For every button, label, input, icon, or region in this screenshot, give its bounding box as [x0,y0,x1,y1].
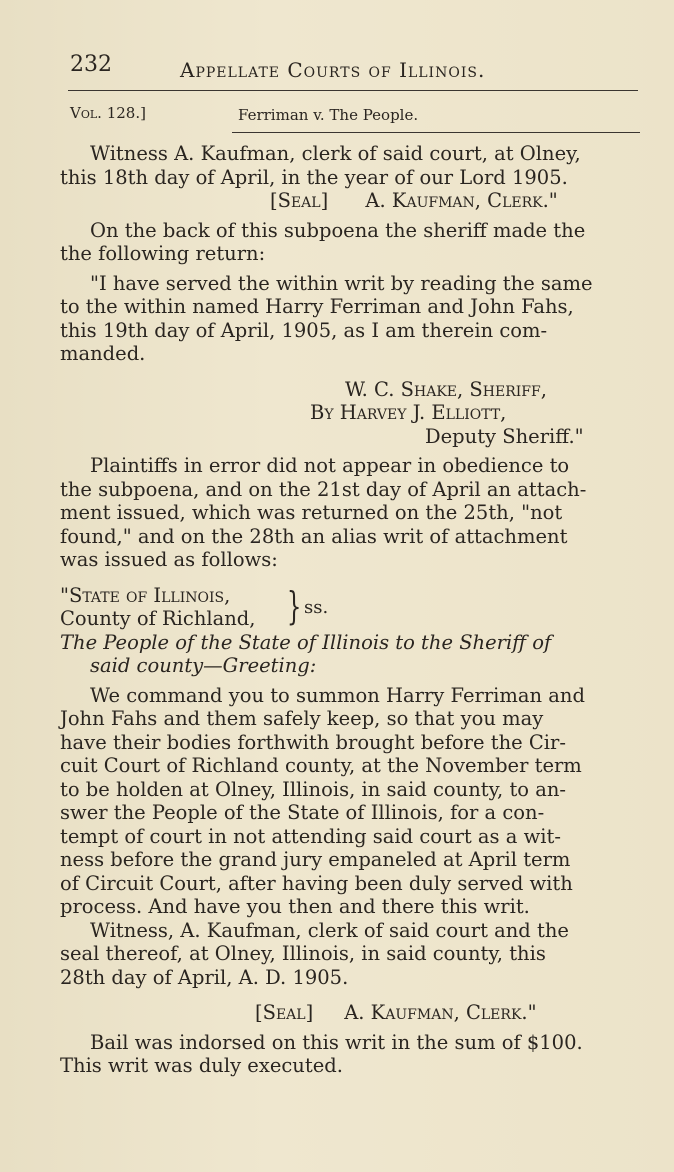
text-line: was issued as follows: [60,548,278,571]
seal-signature [60,1001,630,1025]
text-line: found," and on the 28th an alias writ of attachment [60,524,568,548]
header-rule [68,90,638,91]
page-number: 232 [70,52,112,77]
venue-state: "State of Illinois, [60,583,231,607]
text-line: to be holden at Olney, Illinois, in said county, to an- [60,777,567,801]
text-line: "I have served the within writ by reading the same [90,271,593,295]
text-line: John Fahs and them safely keep, so that you may [60,707,544,730]
text-line: process. And have you then and there this writ. [60,895,530,918]
text-line: this 18th day of April, in the year of our Lord 1905. [60,165,568,189]
writ-heading: The People of the State of Illinois to the Sheriff of [60,630,552,654]
text-line: to the within named Harry Ferriman and John Fahs, [60,295,574,318]
text-line: Witness A. Kaufman, clerk of said court, at Olney, [90,142,581,165]
subheader-rule [232,132,640,133]
venue-block [60,584,630,631]
text-line: this 19th day of April, 1905, as I am therein com- [60,318,548,342]
clerk-signature: A. Kaufman, Clerk." [365,189,558,212]
seal-signature [60,189,630,213]
seal-label: [Seal] [270,189,329,212]
text-line: the following return: [60,242,266,265]
text-line: On the back of this subpoena the sheriff made the [90,218,586,242]
text-line: ment issued, which was returned on the 25th, "not [60,501,563,524]
text-line: the subpoena, and on the 21st day of April an attach- [60,477,587,501]
page-header [70,52,550,86]
clerk-signature: A. Kaufman, Clerk." [344,1001,537,1024]
text-line: Plaintiffs in error did not appear in obedience to [90,454,570,477]
writ-heading: said county—Greeting: [90,654,317,677]
text-line: manded. [60,342,146,365]
deputy-title: Deputy Sheriff." [425,424,584,448]
text-line: We command you to summon Harry Ferriman and [90,683,585,707]
sheriff-signature: W. C. Shake, Sheriff, [345,377,547,401]
case-title: Ferriman v. The People. [238,106,419,124]
deputy-signature: By Harvey J. Elliott, [310,401,507,424]
text-line: Witness, A. Kaufman, clerk of said court and the [90,918,569,942]
text-line: seal thereof, at Olney, Illinois, in said county, this [60,942,546,965]
text-line: tempt of court in not attending said court as a wit- [60,824,561,848]
text-line: Bail was indorsed on this writ in the sum of $100. [90,1030,583,1054]
text-line: swer the People of the State of Illinois, for a con- [60,801,545,824]
volume-label: Vol. 128.] [70,104,146,122]
text-line: ness before the grand jury empaneled at April term [60,848,571,871]
venue-ss: ss. [304,596,329,618]
seal-label: [Seal] [255,1001,314,1024]
venue-county: County of Richland, [60,607,256,630]
text-line: cuit Court of Richland county, at the November term [60,754,582,777]
text-line: This writ was duly executed. [60,1054,343,1077]
venue-brace: } [286,583,302,628]
text-line: 28th day of April, A. D. 1905. [60,965,349,989]
text-line: of Circuit Court, after having been duly served with [60,871,573,895]
running-title: Appellate Courts of Illinois. [180,58,486,82]
text-line: have their bodies forthwith brought before the Cir- [60,730,566,754]
page-body [60,142,630,1078]
